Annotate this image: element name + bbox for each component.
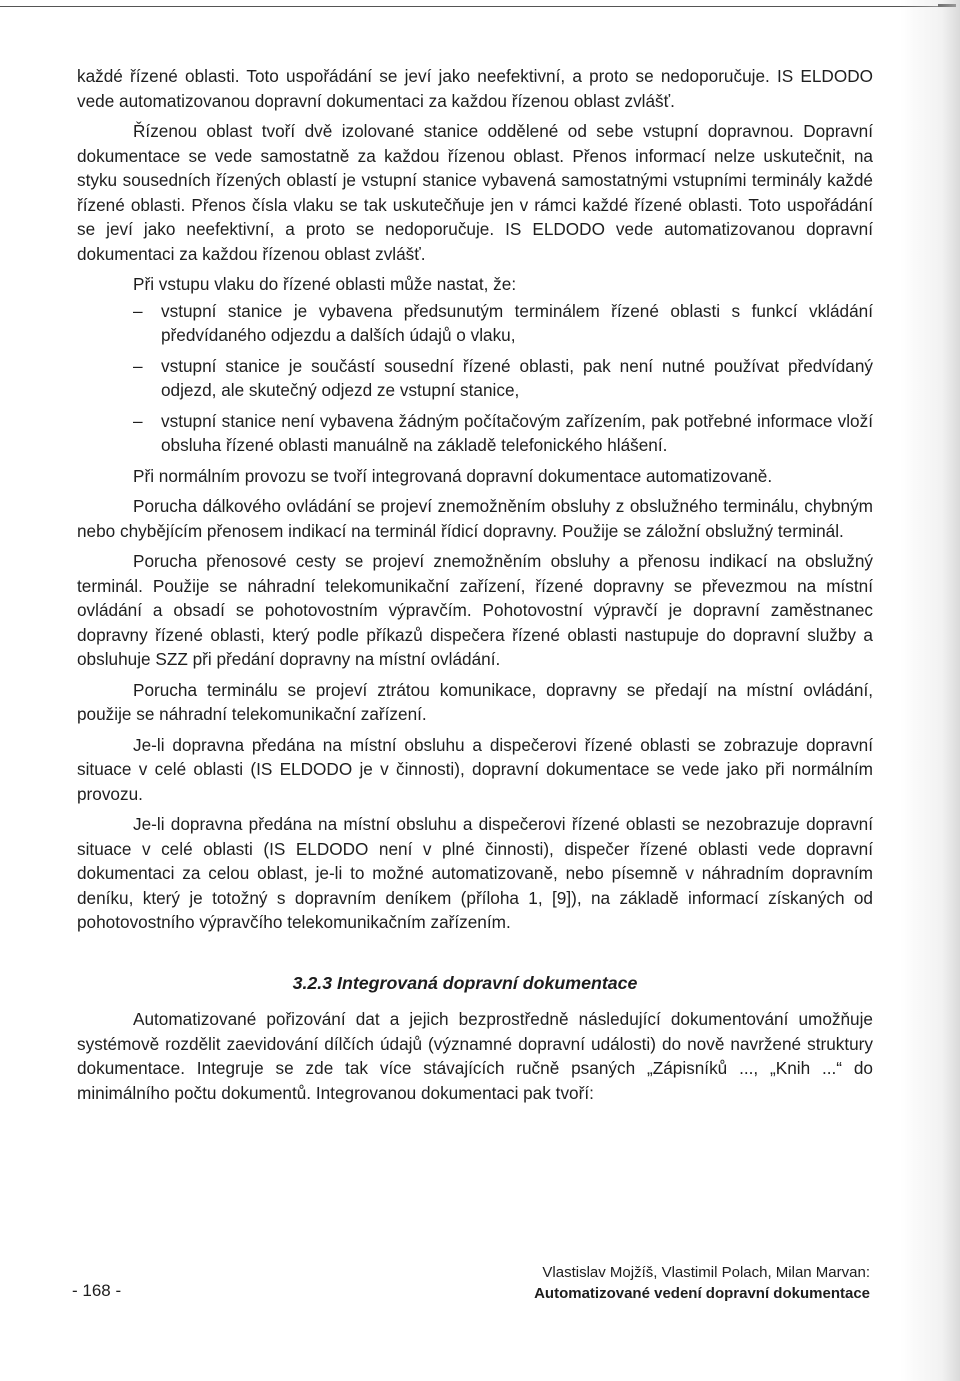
- footer-title: Automatizované vedení dopravní dokumentace: [534, 1285, 870, 1302]
- paragraph-local-operation-active: Je-li dopravna předána na místní obsluhu a dispečerovi řízené oblasti se zobrazuje dopravní situace v celé oblasti (IS ELDODO je v činnosti), dopravní dokumentace se vede jako při normálním provozu.: [77, 734, 873, 804]
- paragraph-integrated-documentation: Automatizované pořizování dat a jejich bezprostředně následující dokumentování umožňuje systémově rozdělit zaevidování dílčích údajů (významné dopravní události) do nově navržené struktury dokumentace. Integruje se zde tak více stávajících ručně psaných „Zápisníků ..., „Knih ...“ do minimálního počtu dokumentů. Integrovanou dokumentaci pak tvoří:: [77, 1009, 873, 1103]
- scan-top-rule: [0, 6, 940, 7]
- footer-citation: [534, 1262, 870, 1304]
- list-item-text: vstupní stanice je vybavena předsunutým terminálem řízené oblasti s funkcí vkládání předvídaného odjezdu a dalších údajů o vlaku,: [161, 300, 873, 345]
- page-body: [77, 64, 873, 1105]
- dash-list: [77, 299, 873, 458]
- list-item-text: vstupní stanice je součástí sousední řízené oblasti, pak není nutné používat předvídaný odjezd, ale skutečný odjezd ze vstupní stanice,: [161, 355, 873, 400]
- paragraph-local-operation-inactive: Je-li dopravna předána na místní obsluhu a dispečerovi řízené oblasti se nezobrazuje dopravní situace v celé oblasti (IS ELDODO není v plné činnosti), dispečer řízené oblasti vede dopravní dokumentaci za celou oblast, je-li to možné automatizovaně, nebo písemně v náhradním dopravním deníku, který je totožný s dopravním deníkem (příloha 1, [9]), na základě informací získaných od pohotovostního výpravčího telekomunikačním zařízením.: [77, 814, 873, 932]
- paragraph-remote-control-failure: Porucha dálkového ovládání se projeví znemožněním obsluhy z obslužného terminálu, chybným nebo chybějícím přenosem indikací na terminál řídicí dopravny. Použije se záložní obslužný terminál.: [77, 496, 873, 541]
- paragraph-normal-operation: Při normálním provozu se tvoří integrovaná dopravní dokumentace automatizovaně.: [133, 465, 773, 486]
- scan-edge-shadow: [900, 0, 960, 1381]
- section-heading: 3.2.3 Integrovaná dopravní dokumentace: [292, 972, 638, 993]
- page-number: - 168 -: [72, 1281, 122, 1300]
- list-item: [77, 409, 873, 458]
- list-item: [77, 354, 873, 403]
- paragraph-continuation: každé řízené oblasti. Toto uspořádání se jeví jako neefektivní, a proto se nedoporučuje. IS ELDODO vede automatizovanou dopravní dokumentaci za každou řízenou oblast zvlášť.: [77, 66, 873, 111]
- dash-bullet: –: [133, 300, 143, 321]
- list-item-text: vstupní stanice není vybavena žádným počítačovým zařízením, pak potřebné informace vloží obsluha řízené oblasti manuálně na základě telefonického hlášení.: [161, 410, 873, 455]
- footer-authors: Vlastislav Mojžíš, Vlastimil Polach, Milan Marvan:: [542, 1264, 870, 1281]
- list-item: [77, 299, 873, 348]
- paragraph-transmission-failure: Porucha přenosové cesty se projeví znemožněním obsluhy a přenosu indikací na obslužný terminál. Použije se náhradní telekomunikační zařízení, řízené dopravny se převezmou na místní ovládání a obsadí se pohotovostním výpravčím. Pohotovostní výpravčí je dopravní zaměstnanec dopravny řízené oblasti, který podle příkazů dispečera řízené oblasti nastupuje do dopravní služby a obsluhuje SZZ při předání dopravny na místní ovládání.: [77, 551, 873, 669]
- dash-bullet: –: [133, 410, 143, 431]
- paragraph-terminal-failure: Porucha terminálu se projeví ztrátou komunikace, dopravny se předají na místní ovládání, použije se náhradní telekomunikační zařízení.: [77, 679, 873, 724]
- dash-bullet: –: [133, 355, 143, 376]
- paragraph-isolated-stations: Řízenou oblast tvoří dvě izolované stanice oddělené od sebe vstupní dopravnou. Dopravní dokumentace se vede samostatně za každou řízenou oblast. Přenos informací nelze uskutečnit, na styku sousedních řízených oblastí je vstupní stanice vybavená samostatnými vstupními terminály každé řízené oblasti. Přenos čísla vlaku se tak uskutečňuje jen v rámci každé řízené oblasti. Toto uspořádání se jeví jako neefektivní, a proto se nedoporučuje. IS ELDODO vede automatizovanou dopravní dokumentaci za každou řízenou oblast zvlášť.: [77, 121, 873, 264]
- paragraph-list-intro: Při vstupu vlaku do řízené oblasti může nastat, že:: [133, 274, 517, 294]
